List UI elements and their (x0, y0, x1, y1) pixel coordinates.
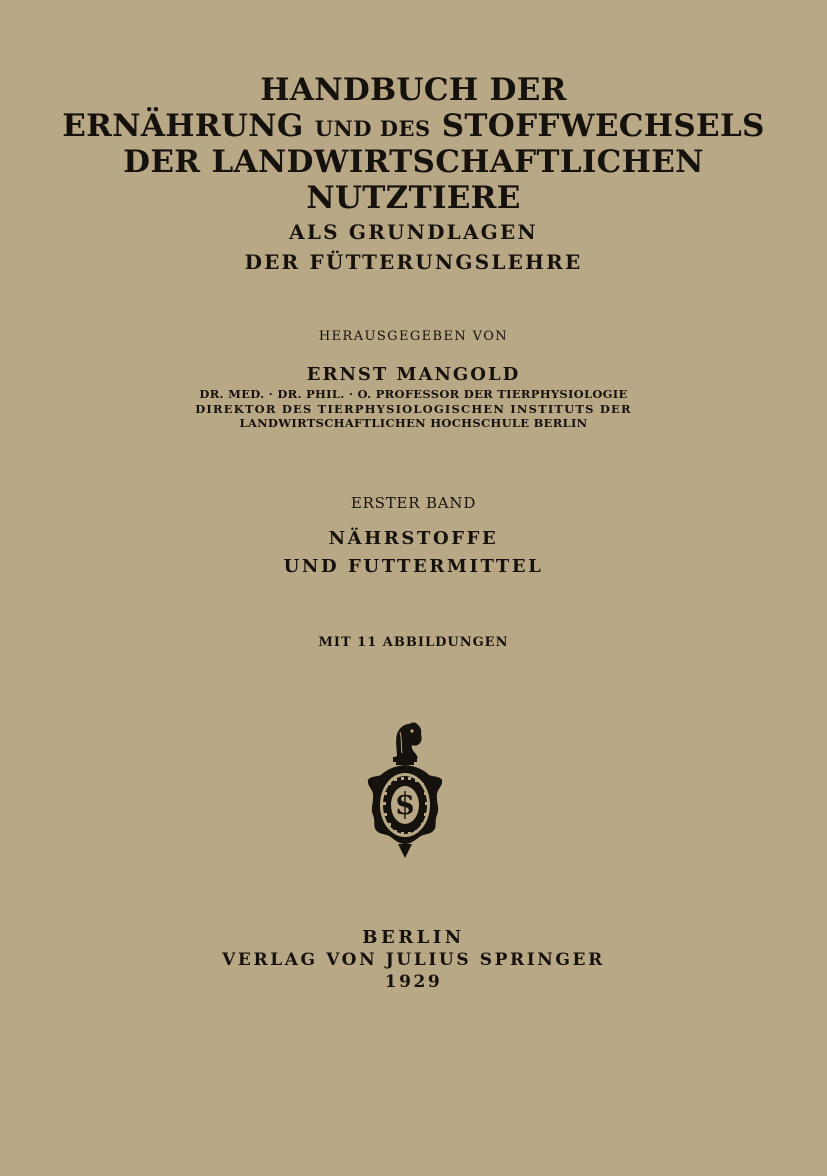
volume-title-line-2: UND FUTTERMITTEL (283, 556, 544, 577)
main-title-line-2 (0, 108, 827, 147)
main-title-word-stoffwechsels: STOFFWECHSELS (441, 108, 765, 144)
svg-text:S: S (395, 791, 415, 821)
subtitle-line-1: ALS GRUNDLAGEN (289, 220, 538, 244)
editor-credentials-line-1: DR. MED. · DR. PHIL. · O. PROFESSOR DER TIERPHYSIOLOGIE (199, 387, 628, 401)
editor-credentials-line-2: DIREKTOR DES TIERPHYSIOLOGISCHEN INSTITUTS DER (195, 402, 632, 416)
volume-number: ERSTER BAND (350, 494, 477, 512)
imprint-year: 1929 (384, 972, 443, 992)
main-title-word-ernaehrung: ERNÄHRUNG (62, 108, 304, 144)
illustrations-note: MIT 11 ABBILDUNGEN (318, 635, 509, 650)
main-title-line-4: NUTZTIERE (306, 180, 521, 216)
editor-intro: HERAUSGEGEBEN VON (318, 329, 509, 344)
subtitle-line-2: DER FÜTTERUNGSLEHRE (244, 250, 583, 274)
main-title-line-1: HANDBUCH DER (260, 72, 567, 108)
editor-credentials-line-3: LANDWIRTSCHAFTLICHEN HOCHSCHULE BERLIN (239, 416, 588, 430)
imprint-place: BERLIN (362, 927, 465, 948)
imprint-publisher: VERLAG VON JULIUS SPRINGER (222, 950, 605, 970)
editor-name: ERNST MANGOLD (306, 364, 521, 385)
volume-title-line-1: NÄHRSTOFFE (328, 528, 499, 549)
springer-knight-emblem-icon (364, 720, 446, 862)
main-title-line-3: DER LANDWIRTSCHAFTLICHEN (123, 144, 704, 180)
main-title-connector: UND DES (314, 116, 431, 141)
